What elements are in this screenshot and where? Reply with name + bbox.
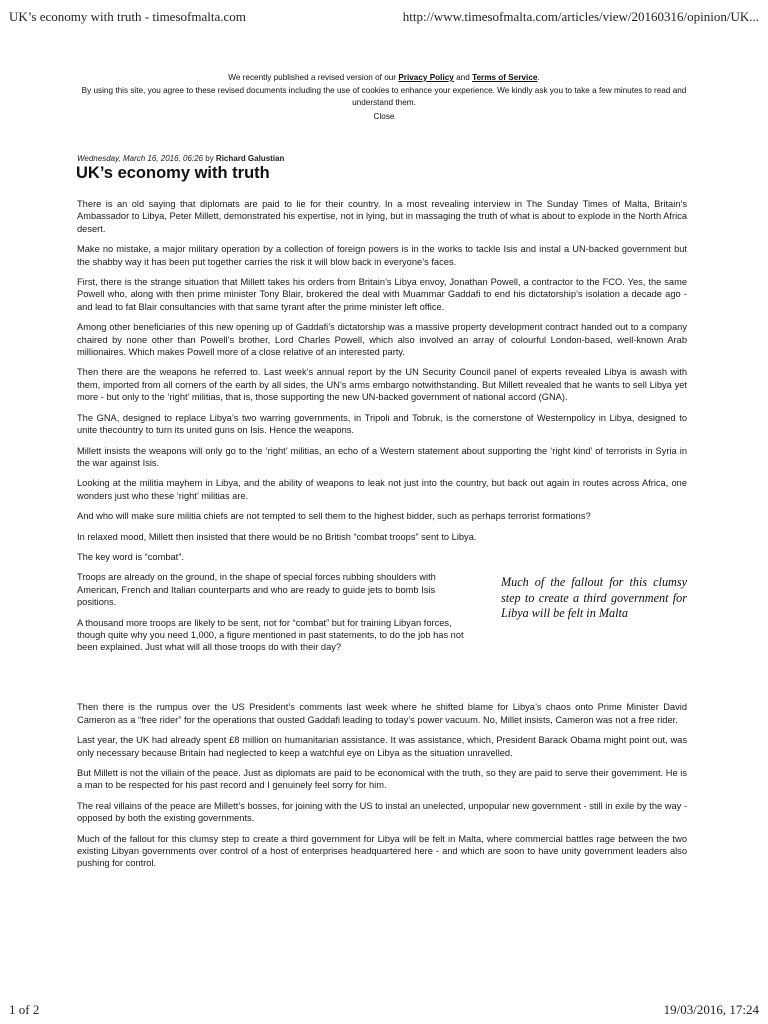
paragraph: First, there is the strange situation that Millett takes his orders from Britain’s Libya envoy, Jonathan Powell, a contractor to the FCO. Yes, the same Powell who, along with then prime minister Tony Blair, brokered the deal with Muammar Gaddafi to end his dictatorship’s isolation a decade ago - and lead to fat Blair consultancies with that same tyrant after the prime minister left office. [77, 277, 687, 312]
privacy-policy-link[interactable]: Privacy Policy [398, 73, 454, 82]
paragraph: Millett insists the weapons will only go to the ‘right’ militias, an echo of a Western statement about supporting the ‘right kind’ of terrorists in Syria in the war against Isis. [77, 445, 687, 468]
article-date: Wednesday, March 16, 2016, 06:26 [77, 154, 204, 163]
close-button[interactable]: Close [373, 111, 395, 121]
paragraph: Then there are the weapons he referred to. Last week’s annual report by the UN Security Council panel of experts revealed Libya is awash with them, imported from all corners of the earth by all sides, the UN’s arms embargo notwithstanding. But Millett revealed that he wants to sell Libya yet more - but only to the ‘right’ militias, that is, those supporting the new UN-backed government of national accord (GNA). [77, 367, 687, 403]
print-datetime: 19/03/2016, 17:24 [663, 1002, 759, 1017]
paragraph: Make no mistake, a major military operation by a collection of foreign powers is in the works to tackle Isis and instal a UN-backed government but the shabby way it has been put together carries the risk it will blow back in everyone’s faces. [77, 244, 687, 267]
paragraph: The real villains of the peace are Millett’s bosses, for joining with the US to instal an unelected, unpopular new government - still in exile by the way - opposed by both the existing governments. [77, 800, 687, 824]
page-url: http://www.timesofmalta.com/articles/view/20160316/opinion/UK... [402, 9, 759, 24]
notice-line-1 [80, 72, 688, 85]
article-author[interactable]: Richard Galustian [215, 154, 285, 163]
side-column [77, 571, 469, 661]
byline-by: by [203, 154, 216, 163]
page-title: UK’s economy with truth - timesofmalta.com [9, 9, 246, 24]
paragraph: But Millett is not the villain of the peace. Just as diplomats are paid to be economical with the truth, so they are paid to serve their government. He is a man to be respected for his past record and I genuinely feel sorry for him. [77, 767, 687, 791]
notice-text-and: and [453, 73, 473, 82]
paragraph: A thousand more troops are likely to be sent, not for “combat” but for training Libyan forces, though quite why you need 1,000, a figure mentioned in past statements, to do the job has not been explained. Just what will all those troops do with their day? [77, 617, 464, 653]
paragraph: And who will make sure militia chiefs are not tempted to sell them to the highest bidder, such as perhaps terrorist formations? [77, 511, 591, 522]
notice-text-end: . [537, 73, 540, 82]
paragraph: Among other beneficiaries of this new opening up of Gaddafi’s dictatorship was a massive property development contract handed out to a company chaired by none other than Powell’s brother, Lord Charles Powell, which also involved an array of colourful London-based, well-known Arab millionaires. Which makes Powell more of a close relative of an interested party. [77, 322, 687, 358]
paragraph: The GNA, designed to replace Libya’s two warring governments, in Tripoli and Tobruk, is the cornerstone of Westernpolicy in Libya, designed to unite thecountry to turn its united guns on Isis. Hence the weapons. [77, 412, 687, 436]
paragraph: Then there is the rumpus over the US President’s comments last week where he shifted blame for Libya’s chaos onto Prime Minister David Cameron as a “free rider” for the operations that ousted Gaddafi leading to today’s power vacuum. No, Millet insists, Cameron was not a free rider. [77, 702, 687, 725]
paragraph: The key word is “combat”. [77, 551, 184, 562]
paragraph: Much of the fallout for this clumsy step to create a third government for Libya will be felt in Malta, where commercial battles rage between the two existing Libyan governments over control of a host of enterprises headquartered here - and which are soon to have unity government leaders also pushing for control. [77, 833, 687, 869]
cookie-notice [80, 72, 688, 123]
notice-line-2: By using this site, you agree to these revised documents including the use of cookies to enhance your experience. We kindly ask you to take a few minutes to read and understand them. [81, 85, 687, 107]
article-title: UK’s economy with truth [76, 164, 270, 182]
terms-of-service-link[interactable]: Terms of Service [472, 73, 538, 82]
notice-text: We recently published a revised version of our [228, 73, 399, 82]
article-meta [77, 154, 284, 163]
paragraph: In relaxed mood, Millett then insisted that there would be no British “combat troops” sent to Libya. [77, 531, 477, 542]
print-header [9, 9, 759, 25]
pull-quote: Much of the fallout for this clumsy step to create a third government for Libya will be felt in Malta [501, 575, 687, 621]
print-footer [9, 1002, 759, 1018]
paragraph: Troops are already on the ground, in the shape of special forces rubbing shoulders with American, French and Italian counterparts and who are ready to guide jets to bomb Isis positions. [77, 572, 436, 608]
pull-quote-section [77, 571, 687, 701]
paragraph: Looking at the militia mayhem in Libya, and the ability of weapons to leak not just into the country, but back out again in routes across Africa, one wonders just who these ‘right’ militias are. [77, 478, 687, 501]
page-number: 1 of 2 [9, 1002, 40, 1017]
paragraph: Last year, the UK had already spent £8 million on humanitarian assistance. It was assistance, which, President Barack Obama might point out, was only necessary because Britain had neglected to keep a watchful eye on Libya as the situation unravelled. [77, 735, 687, 758]
article-body [77, 198, 687, 878]
paragraph: There is an old saying that diplomats are paid to lie for their country. In a most revealing interview in The Sunday Times of Malta, Britain’s Ambassador to Libya, Peter Millett, demonstrated his expertise, not in lying, but in massaging the truth of what is about to explode in the North Africa desert. [77, 199, 687, 234]
